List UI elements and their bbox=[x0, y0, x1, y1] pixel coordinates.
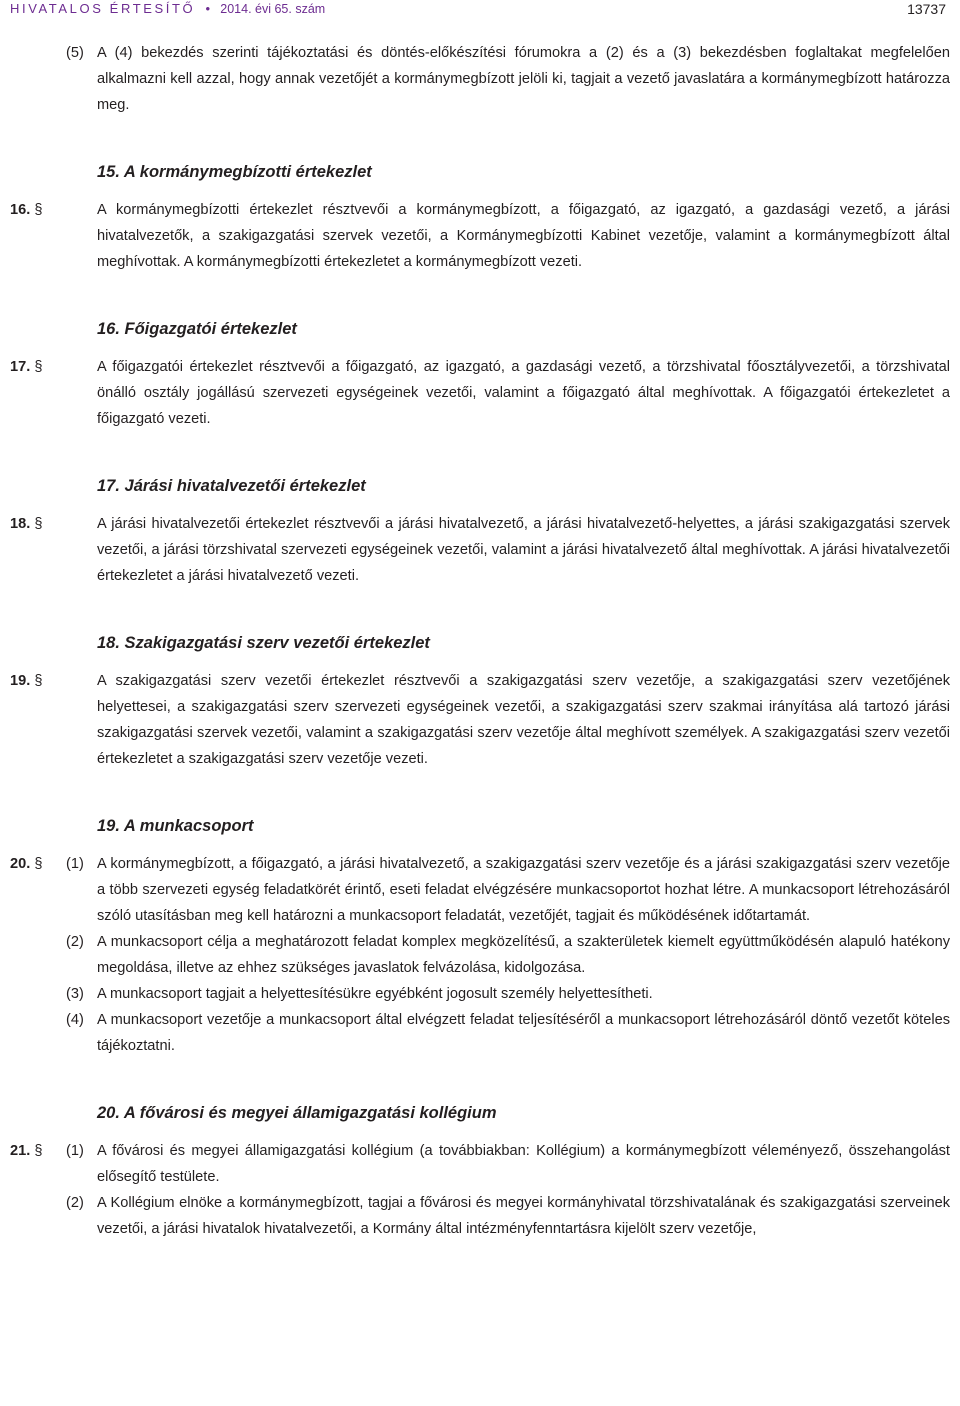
article-number-text: 21. bbox=[10, 1143, 31, 1159]
article-number-text: 16. bbox=[10, 202, 31, 218]
document-body bbox=[0, 40, 960, 1242]
page-header bbox=[0, 0, 960, 22]
article-number bbox=[10, 511, 42, 537]
header-bullet: • bbox=[205, 1, 211, 16]
article-number bbox=[10, 668, 42, 694]
section-title: 18. Szakigazgatási szerv vezetői értekezlet bbox=[97, 634, 430, 652]
section-sign: § bbox=[34, 516, 43, 532]
section-title: 16. Főigazgatói értekezlet bbox=[97, 320, 297, 338]
article bbox=[0, 511, 960, 589]
article bbox=[0, 1138, 960, 1242]
section-sign: § bbox=[34, 202, 43, 218]
subsection-label: (4) bbox=[66, 1012, 84, 1028]
subsection bbox=[66, 1138, 950, 1190]
article-number-text: 18. bbox=[10, 516, 31, 532]
article-number-text: 20. bbox=[10, 856, 31, 872]
subsection-text: A kormánymegbízott, a főigazgató, a járási hivatalvezető, a szakigazgatási szerv vezetője és a járási szakigazgatási szerv vezetője a több szervezeti egység feladatkörét érintő, eseti feladat elvégzésére munkacsoportot hozhat létre. A munkacsoport létrehozásáról szóló utasításban meg kell határozni a munkacsoport feladatát, vezetőjét, tagjait és működésének időtartamát. bbox=[97, 856, 950, 924]
article-number-text: 17. bbox=[10, 359, 31, 375]
section-sign: § bbox=[34, 856, 43, 872]
subsection-label: (3) bbox=[66, 986, 84, 1002]
subsection-text: A munkacsoport vezetője a munkacsoport által elvégzett feladat teljesítéséről a munkacsoport létrehozásáról döntő vezetőt köteles tájékoztatni. bbox=[97, 1012, 950, 1054]
section-title: 15. A kormánymegbízotti értekezlet bbox=[97, 163, 372, 181]
section-title: 20. A fővárosi és megyei államigazgatási kollégium bbox=[97, 1104, 497, 1122]
article bbox=[0, 851, 960, 1059]
page-number: 13737 bbox=[907, 1, 946, 17]
intro-label: (5) bbox=[66, 45, 84, 61]
subsection bbox=[66, 929, 950, 981]
article-number bbox=[10, 354, 42, 380]
subsection bbox=[66, 981, 950, 1007]
article-number-text: 19. bbox=[10, 673, 31, 689]
subsection bbox=[66, 1190, 950, 1242]
section-sign: § bbox=[34, 673, 43, 689]
section-sign: § bbox=[34, 1143, 43, 1159]
section-title: 17. Járási hivatalvezetői értekezlet bbox=[97, 477, 366, 495]
article-text: A járási hivatalvezetői értekezlet résztvevői a járási hivatalvezető, a járási hivatalvezető-helyettes, a járási szakigazgatási szervek vezetői, a járási törzshivatal szervezeti egységeinek vezetői, valamint a járási hivatalvezető által meghívottak. A járási hivatalvezetői értekezletet a járási hivatalvezető vezeti. bbox=[97, 516, 950, 584]
subsection-label: (2) bbox=[66, 934, 84, 950]
article-number bbox=[10, 851, 42, 877]
subsection-text: A fővárosi és megyei államigazgatási kollégium (a továbbiakban: Kollégium) a kormánymegbízott véleményező, összehangolást elősegítő testülete. bbox=[97, 1143, 950, 1185]
subsection-label: (2) bbox=[66, 1195, 84, 1211]
subsection-label: (1) bbox=[66, 1143, 84, 1159]
section-sign: § bbox=[34, 359, 43, 375]
article bbox=[0, 668, 960, 772]
article-text: A kormánymegbízotti értekezlet résztvevői a kormánymegbízott, a főigazgató, az igazgató, a gazdasági vezető, a járási hivatalvezetők, a szakigazgatási szervek vezetői, a Kormánymegbízotti Kabinet vezetője, valamint a kormánymegbízott által meghívottak. A kormánymegbízotti értekezletet a kormánymegbízott vezeti. bbox=[97, 202, 950, 270]
subsection-text: A munkacsoport célja a meghatározott feladat komplex megközelítésű, a szakterületek kiemelt együttműködésén alapuló hatékony megoldása, illetve az ehhez szükséges javaslatok felvázolása, kidolgozása. bbox=[97, 934, 950, 976]
journal-header bbox=[10, 1, 325, 16]
subsection-label: (1) bbox=[66, 856, 84, 872]
article-text: A szakigazgatási szerv vezetői értekezlet résztvevői a szakigazgatási szerv vezetője, a szakigazgatási szerv vezetőjének helyettesei, a szakigazgatási szerv szervezeti egységeinek vezetői, a szakigazgatási szerv szakmai irányítása alá tartozó járási szakigazgatási szervek vezetői, valamint a szakigazgatási szerv vezetője által meghívott személyek. A szakigazgatási szerv vezetői értekezletet a szakigazgatási szerv vezetője vezeti. bbox=[97, 673, 950, 767]
subsection-text: A munkacsoport tagjait a helyettesítésükre egyébként jogosult személy helyettesítheti. bbox=[97, 986, 653, 1002]
journal-name: HIVATALOS ÉRTESÍTŐ bbox=[10, 1, 196, 16]
subsection-text: A Kollégium elnöke a kormánymegbízott, tagjai a fővárosi és megyei kormányhivatal törzshivatalának és szakigazgatási szerveinek vezetői, a járási hivatalok hivatalvezetői, a Kormány által intézményfenntartásra kijelölt szerv vezetője, bbox=[97, 1195, 950, 1237]
issue-number: 2014. évi 65. szám bbox=[220, 2, 326, 16]
article bbox=[0, 354, 960, 432]
intro-text: A (4) bekezdés szerinti tájékoztatási és döntés-előkészítési fórumokra a (2) és a (3) bekezdésben foglaltakat megfelelően alkalmazni kell azzal, hogy annak vezetőjét a kormánymegbízott jelöli ki, tagjait a vezető javaslatára a kormánymegbízott határozza meg. bbox=[97, 45, 950, 113]
section-title: 19. A munkacsoport bbox=[97, 817, 254, 835]
subsection bbox=[66, 851, 950, 929]
subsection bbox=[66, 1007, 950, 1059]
intro-paragraph bbox=[0, 40, 960, 118]
article bbox=[0, 197, 960, 275]
article-number bbox=[10, 1138, 42, 1164]
article-text: A főigazgatói értekezlet résztvevői a főigazgató, az igazgató, a gazdasági vezető, a törzshivatal főosztályvezetői, a törzshivatal önálló osztály jogállású szervezeti egységeinek vezetői, valamint a főigazgató által meghívottak. A főigazgatói értekezletet a főigazgató vezeti. bbox=[97, 359, 950, 427]
article-number bbox=[10, 197, 42, 223]
